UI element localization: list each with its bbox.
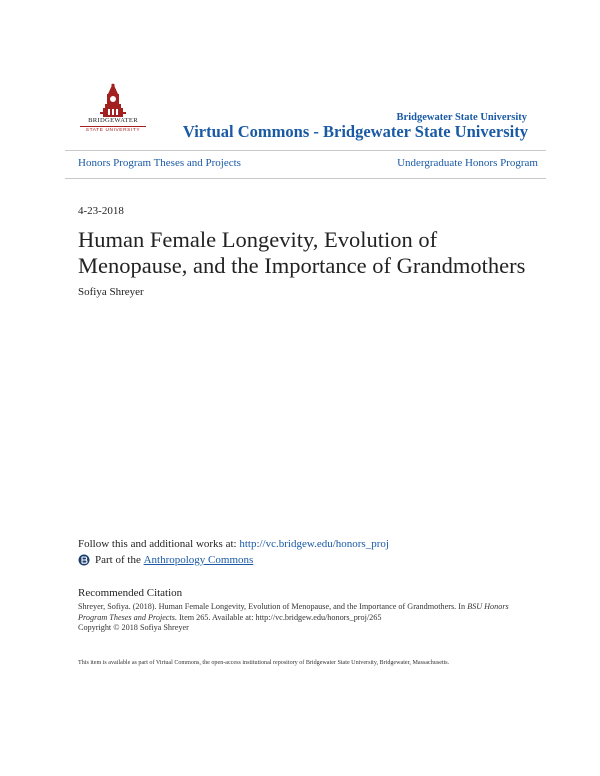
citation-text: Shreyer, Sofiya. (2018). Human Female Longevity, Evolution of Menopause, and the Importance of Grandmothers. In xyxy=(78,602,468,611)
follow-prefix: Follow this and additional works at: xyxy=(78,538,240,550)
anthropology-commons-link[interactable]: Anthropology Commons xyxy=(143,554,254,566)
bepress-commons-icon xyxy=(78,554,90,566)
divider-bottom xyxy=(65,178,546,179)
part-of-prefix: Part of the xyxy=(95,554,144,566)
citation-availability: Item 265. Available at: http://vc.bridgew.edu/honors_proj/265 xyxy=(177,612,382,622)
title-line-1: Human Female Longevity, Evolution of xyxy=(78,227,438,252)
citation-series: BSU Honors xyxy=(467,602,509,611)
collection-link[interactable]: Honors Program Theses and Projects xyxy=(78,157,241,169)
repository-name[interactable]: Virtual Commons - Bridgewater State University xyxy=(182,122,528,141)
logo-subtext: STATE UNIVERSITY xyxy=(85,128,141,133)
institution-name[interactable]: Bridgewater State University xyxy=(396,112,527,123)
department-link[interactable]: Undergraduate Honors Program xyxy=(397,157,538,169)
follow-line xyxy=(78,538,389,550)
publication-date: 4-23-2018 xyxy=(78,205,124,217)
author-name: Sofiya Shreyer xyxy=(78,286,144,298)
logo-divider xyxy=(80,126,146,127)
citation-line-1 xyxy=(78,602,538,613)
citation-block xyxy=(78,602,538,634)
page-title xyxy=(78,227,538,279)
follow-url-link[interactable]: http://vc.bridgew.edu/honors_proj xyxy=(239,538,389,550)
citation-series-cont: Program Theses and Projects. xyxy=(78,612,178,622)
recommended-citation-heading: Recommended Citation xyxy=(78,587,183,599)
availability-note: This item is available as part of Virtual Commons, the open-access institutional repository of Bridgewater State University, Bridgewater, Massachusetts. xyxy=(78,660,450,666)
logo-wordmark: BRIDGEWATER xyxy=(88,117,138,124)
title-line-2: Menopause, and the Importance of Grandmothers xyxy=(78,253,526,278)
clock-tower-icon xyxy=(100,83,126,117)
copyright-line: Copyright © 2018 Sofiya Shreyer xyxy=(78,623,189,633)
part-of-line xyxy=(78,554,253,566)
divider-top xyxy=(65,150,546,151)
citation-line-2 xyxy=(78,613,538,624)
